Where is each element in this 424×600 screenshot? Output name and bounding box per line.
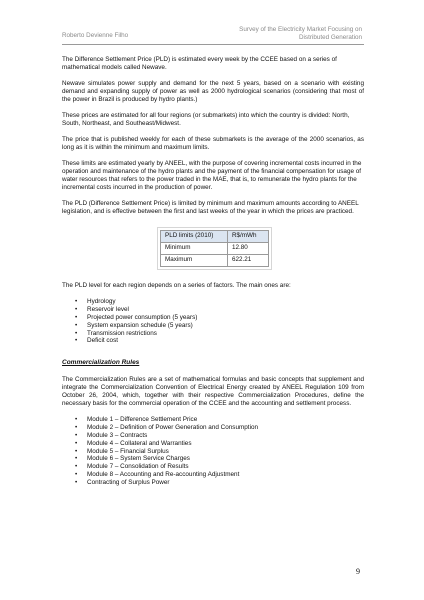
list-item-text: Contracting of Surplus Power bbox=[87, 479, 170, 487]
list-item-text: System expansion schedule (5 years) bbox=[87, 321, 193, 329]
bullet-icon: • bbox=[75, 313, 78, 321]
bullet-icon: • bbox=[75, 305, 78, 313]
header-title-line-1: Survey of the Electricity Market Focusing on bbox=[239, 26, 362, 33]
table-row bbox=[161, 243, 269, 255]
header-rule bbox=[62, 44, 364, 45]
list-item bbox=[62, 314, 364, 322]
list-item-text: Module 6 – System Service Charges bbox=[87, 455, 190, 463]
page-header-author: Roberto Devienne Filho bbox=[62, 32, 129, 39]
modules-list bbox=[62, 416, 364, 487]
bullet-icon: • bbox=[75, 415, 78, 423]
bullet-icon: • bbox=[75, 471, 78, 479]
page-body bbox=[62, 56, 364, 495]
pld-limits-table-frame bbox=[157, 227, 272, 270]
list-item bbox=[62, 479, 364, 487]
list-item bbox=[62, 448, 364, 456]
list-item bbox=[62, 432, 364, 440]
bullet-icon: • bbox=[75, 329, 78, 337]
bullet-icon: • bbox=[75, 423, 78, 431]
paragraph-commercialization-rules: The Commercialization Rules are a set of mathematical formulas and basic concepts that supplement and integrate the Commercialization Convention of Electrical Energy created by ANEEL Regulation 109 from October 26, 2004, which, together with their respective Commercialization Procedures, define the necessary basis for the commercial operation of the CCEE and the accounting and settlement process. bbox=[62, 375, 364, 408]
header-title-line-2: Distributed Generation bbox=[298, 33, 362, 41]
paragraph-pld-limited: The PLD (Difference Settlement Price) is limited by minimum and maximum amounts according to ANEEL legislation, and is effective between the first and last weeks of the year in which the prices are practiced. bbox=[62, 200, 359, 216]
list-item bbox=[62, 306, 364, 314]
paragraph-regions: These prices are estimated for all four regions (or submarkets) into which the country is divided: North, South, Northeast, and Southeast/Midwest. bbox=[62, 112, 350, 128]
list-item bbox=[62, 298, 364, 306]
list-item-text: Hydrology bbox=[87, 297, 116, 305]
table-row bbox=[161, 255, 269, 267]
list-item bbox=[62, 322, 364, 330]
list-item-text: Deficit cost bbox=[87, 337, 119, 345]
list-item-text: Module 8 – Accounting and Re-accounting Adjustment bbox=[87, 471, 240, 479]
table-header-row bbox=[161, 231, 269, 243]
factors-list bbox=[62, 298, 364, 345]
paragraph-limits: These limits are estimated yearly by ANEEL, with the purpose of covering incremental costs incurred in the operation and maintenance of the hydro plants and the payment of the financial compensation for usage of water resources that refers to the power traded in the MAE, that is, to remunerate the hydro plants for the incremental costs incurred in the production of power. bbox=[62, 159, 362, 192]
list-item-text: Projected power consumption (5 years) bbox=[87, 313, 198, 321]
section-heading-commercialization-rules: Commercialization Rules bbox=[62, 359, 140, 367]
list-item bbox=[62, 455, 364, 463]
list-item bbox=[62, 330, 364, 338]
bullet-icon: • bbox=[75, 431, 78, 439]
table-cell: Minimum bbox=[161, 243, 228, 255]
list-item-text: Module 2 – Definition of Power Generation and Consumption bbox=[87, 423, 259, 431]
bullet-icon: • bbox=[75, 321, 78, 329]
table-cell: Maximum bbox=[161, 255, 228, 267]
bullet-icon: • bbox=[75, 463, 78, 471]
list-item-text: Transmission restrictions bbox=[87, 329, 157, 337]
paragraph-pld-intro: The Difference Settlement Price (PLD) is estimated every week by the CCEE based on a series of mathematical models called Newave. bbox=[62, 56, 337, 72]
bullet-icon: • bbox=[75, 297, 78, 305]
bullet-icon: • bbox=[75, 337, 78, 345]
list-item-text: Reservoir level bbox=[87, 305, 129, 313]
list-item-text: Module 3 – Contracts bbox=[87, 431, 148, 439]
page-number: 9 bbox=[356, 567, 360, 576]
list-item bbox=[62, 424, 364, 432]
list-item bbox=[62, 463, 364, 471]
bullet-icon: • bbox=[75, 455, 78, 463]
list-item-text: Module 1 – Difference Settlement Price bbox=[87, 415, 198, 423]
pld-limits-table bbox=[160, 230, 269, 267]
bullet-icon: • bbox=[75, 447, 78, 455]
bullet-icon: • bbox=[75, 439, 78, 447]
paragraph-weekly-price: The price that is published weekly for each of these submarkets is the average of the 2000 scenarios, as long as it is within the minimum and maximum limits. bbox=[62, 135, 364, 152]
page-header-title bbox=[239, 26, 362, 42]
paragraph-newave: Newave simulates power supply and demand for the next 5 years, based on a scenario with existing demand and expanding supply of power as well as 2000 hydrological scenarios (considering that most of the power in Brazil is produced by hydro plants.) bbox=[62, 79, 364, 104]
list-item bbox=[62, 440, 364, 448]
list-item bbox=[62, 337, 364, 345]
table-header-cell: R$/mWh bbox=[228, 231, 269, 243]
list-item-text: Module 5 – Financial Surplus bbox=[87, 447, 169, 455]
list-item-text: Module 7 – Consolidation of Results bbox=[87, 463, 189, 471]
table-header-cell: PLD limits (2010) bbox=[161, 231, 228, 243]
table-cell: 622.21 bbox=[228, 255, 269, 267]
bullet-icon: • bbox=[75, 479, 78, 487]
table-cell: 12.80 bbox=[228, 243, 269, 255]
list-item bbox=[62, 416, 364, 424]
list-item-text: Module 4 – Collateral and Warranties bbox=[87, 439, 192, 447]
list-item bbox=[62, 471, 364, 479]
paragraph-factors-intro: The PLD level for each region depends on a series of factors. The main ones are: bbox=[62, 282, 291, 290]
